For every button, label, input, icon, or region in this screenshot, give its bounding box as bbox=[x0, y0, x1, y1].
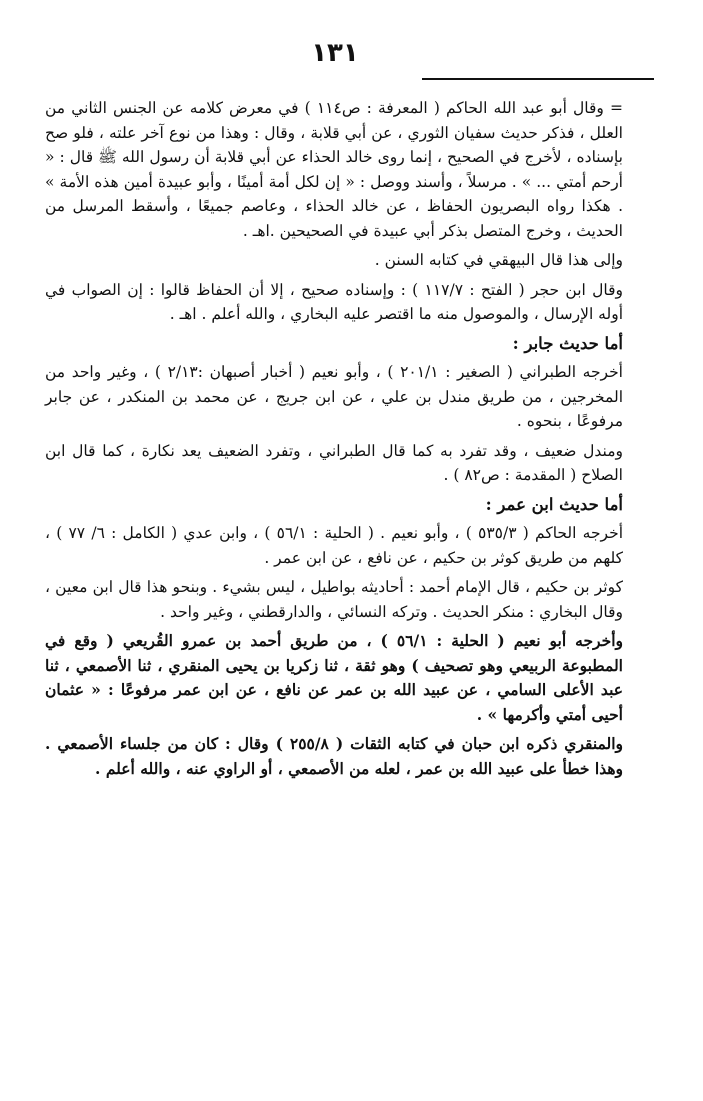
paragraph-kawthar: كوثر بن حكيم ، قال الإمام أحمد : أحاديثه بواطيل ، ليس بشيء . وبنحو هذا قال ابن معين ، وقال البخاري : منكر الحديث . وتركه النسائي ، والدارقطني ، وغير واحد . bbox=[45, 578, 623, 621]
page-number: ١٣١ bbox=[311, 38, 359, 68]
paragraph-mandal: ومندل ضعيف ، وقد تفرد به كما قال الطبراني ، وتفرد الضعيف يعد نكارة ، كما قال ابن الصلاح ( المقدمة : ص٨٢ ) . bbox=[45, 441, 623, 484]
heading-jabir-hadith: أما حديث جابر : bbox=[512, 333, 623, 353]
heading-ibn-umar-hadith: أما حديث ابن عمر : bbox=[485, 494, 623, 514]
paragraph-jabir-takhrij: أخرجه الطبراني ( الصغير : ٢٠١/١ ) ، وأبو نعيم ( أخبار أصبهان :٢/١٣ ) ، وغير واحد من المخرجين ، من طريق مندل بن علي ، عن ابن جريج ، عن محمد بن المنكدر ، عن جابر مرفوعًا ، بنحوه . bbox=[45, 363, 623, 430]
paragraph-minqari: والمنقري ذكره ابن حبان في كتابه الثقات ( ٢٥٥/٨ ) وقال : كان من جلساء الأصمعي . وهذا خطأ على عبيد الله بن عمر ، لعله من الأصمعي ، أو الراوي عنه ، والله أعلم . bbox=[45, 734, 623, 778]
header-rule bbox=[422, 78, 654, 80]
paragraph-ibn-umar-takhrij: أخرجه الحاكم ( ٥٣٥/٣ ) ، وأبو نعيم . ( الحلية : ٥٦/١ ) ، وابن عدي ( الكامل : ٦/ ٧٧ ) ، كلهم من طريق كوثر بن حكيم ، عن نافع ، عن ابن عمر . bbox=[45, 524, 623, 567]
page-body bbox=[45, 96, 623, 786]
paragraph-abu-nuaym: وأخرجه أبو نعيم ( الحلية : ٥٦/١ ) ، من طريق أحمد بن عمرو القُريعي ( وقع في المطبوعة الربيعي وهو تصحيف ) وهو ثقة ، ثنا زكريا بن يحيى المنقري ، ثنا الأصمعي ، ثنا عبد الأعلى السامي ، عن عبيد الله بن عمر عن نافع ، عن ابن عمر مرفوعًا : « عثمان أحيى أمتي وأكرمها » . bbox=[45, 631, 623, 724]
paragraph-bayhaqi: وإلى هذا قال البيهقي في كتابه السنن . bbox=[374, 251, 623, 269]
paragraph-hakim-quote: = وقال أبو عبد الله الحاكم ( المعرفة : ص١١٤ ) في معرض كلامه عن الجنس الثاني من العلل ، فذكر حديث سفيان الثوري ، عن أبي قلابة ، وقال : وهذا من نوع آخر علته ، فلو صح بإسناده ، لأخرج في الصحيح ، إنما روى خالد الحذاء عن أبي قلابة أن رسول الله ﷺ قال : « أرحم أمتي ... » . مرسلاً ، وأسند ووصل : « إن لكل أمة أمينًا ، وأبو عبيدة أمين هذه الأمة » . هكذا رواه البصريون الحفاظ ، عن خالد الحذاء ، وعاصم جميعًا ، وأسقط المرسل من الحديث ، وخرج المتصل بذكر أبي عبيدة في الصحيحين .اهـ . bbox=[45, 99, 623, 240]
paragraph-ibn-hajar: وقال ابن حجر ( الفتح : ١١٧/٧ ) : وإسناده صحيح ، إلا أن الحفاظ قالوا : إن الصواب في أوله الإرسال ، والموصول منه ما اقتصر عليه البخاري ، والله أعلم . اهـ . bbox=[45, 280, 623, 323]
